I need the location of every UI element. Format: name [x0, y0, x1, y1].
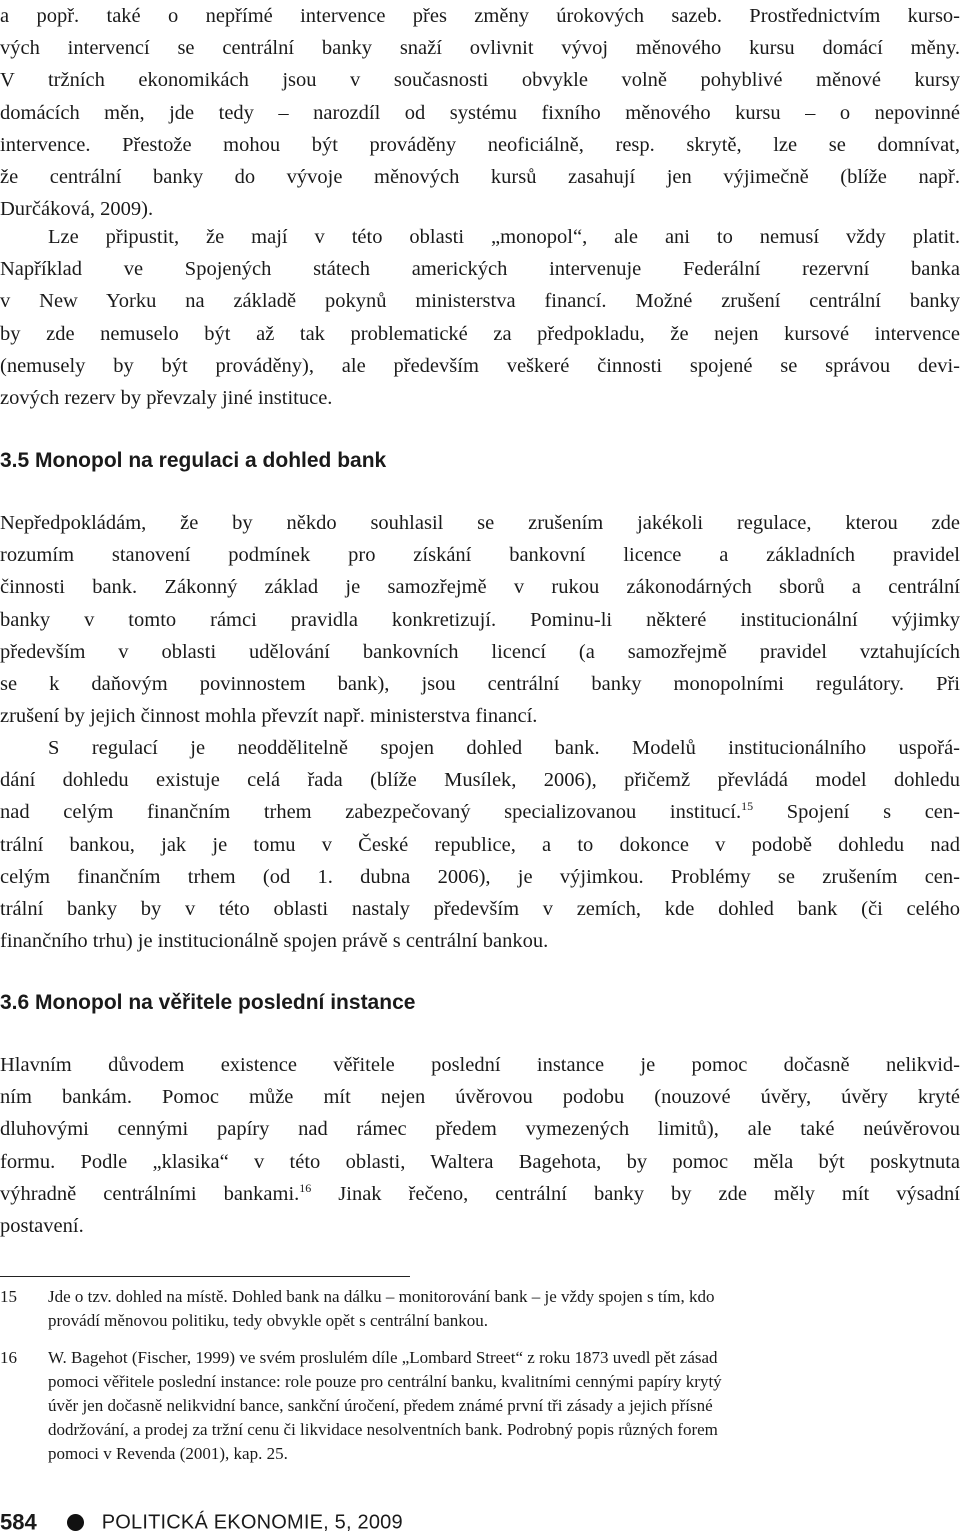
footnote-line: W. Bagehot (Fischer, 1999) ve svém proslulém díle „Lombard Street“ z roku 1873 uvedl pět zásad	[48, 1348, 718, 1367]
text-line: se k daňovým povinnostem bank), jsou centrální banky monopolními regulátory. Při	[0, 672, 960, 695]
text-line: trální banky by v této oblasti nastaly především v zemích, kde dohled bank (či celého	[0, 897, 960, 920]
page-footer	[0, 1509, 403, 1537]
text-line: domácích měn, jde tedy – narozdíl od systému fixního měnového kursu – o nepovinné	[0, 101, 960, 124]
text-line: vých intervencí se centrální banky snaží ovlivnit vývoj měnového kursu domácí měny.	[0, 37, 960, 60]
text-line: Nepředpokládám, že by někdo souhlasil se zrušením jakékoli regulace, kterou zde	[0, 512, 960, 534]
section-heading: 3.6 Monopol na věřitele poslední instance	[0, 991, 416, 1014]
body-paragraph	[0, 0, 960, 225]
text-line: (nemusely by být prováděny), ale především veškeré činnosti spojené se správou devi-	[0, 354, 960, 377]
footnote-line: pomoci věřitele poslední instance: role pouze pro centrální banku, kvalitními cennými papíry krytý	[48, 1372, 722, 1391]
text-line: banky v tomto rámci pravidla konkretizují. Pominu-li některé institucionální výjimky	[0, 608, 960, 631]
journal-name: POLITICKÁ EKONOMIE, 5, 2009	[101, 1511, 403, 1534]
footnote-line: dodržování, a prodej za tržní cenu či likvidace nesolventních bank. Podrobný popis různých forem	[48, 1420, 718, 1439]
text-line: zrušení by jejich činnost mohla převzít např. ministerstva financí.	[0, 705, 538, 728]
text-line: především v oblasti udělování bankovních licencí (a samozřejmě pravidel vztahujících	[0, 640, 960, 663]
text-segment: Jinak řečeno, centrální banky by zde měly mít výsadní	[311, 1182, 960, 1205]
text-line: Durčáková, 2009).	[0, 198, 154, 221]
body-paragraph	[0, 507, 960, 732]
text-segment: Spojení s cen-	[753, 801, 960, 824]
footnote-number: 15	[0, 1287, 17, 1306]
text-line: V tržních ekonomikách jsou v současnosti obvykle volně pohyblivé měnové kursy	[0, 69, 960, 92]
text-line: že centrální banky do vývoje měnových kursů zasahují jen výjimečně (blíže např.	[0, 165, 960, 188]
text-line: intervence. Přestože mohou být prováděny neoficiálně, resp. skrytě, lze se domnívat,	[0, 133, 960, 156]
footnote-line: provádí měnovou politiku, tedy obvykle opět s centrální bankou.	[48, 1311, 489, 1330]
bullet-dot-icon	[67, 1514, 84, 1531]
body-paragraph	[0, 732, 960, 957]
text-segment: výhradně centrálními bankami.	[0, 1182, 300, 1205]
text-segment: nad celým finančním trhem zabezpečovaný specializovanou institucí.	[0, 801, 742, 824]
text-line: Hlavním důvodem existence věřitele poslední instance je pomoc dočasně nelikvid-	[0, 1054, 960, 1076]
text-line: činnosti bank. Zákonný základ je samozřejmě v rukou zákonodárných sborů a centrální	[0, 576, 960, 599]
text-line: zových rezerv by převzaly jiné instituce.	[0, 386, 333, 409]
text-line: a popř. také o nepřímé intervence přes změny úrokových sazeb. Prostřednictvím kurso-	[0, 5, 960, 27]
text-line: v New Yorku na základě pokynů ministerstva financí. Možné zrušení centrální banky	[0, 290, 960, 313]
text-line: celým finančním trhem (od 1. dubna 2006), je výjimkou. Problémy se zrušením cen-	[0, 865, 960, 888]
text-line: formu. Podle „klasika“ v této oblasti, Waltera Bagehota, by pomoc měla být poskytnuta	[0, 1150, 960, 1173]
body-paragraph	[0, 1049, 960, 1242]
footnote-text	[48, 1285, 933, 1333]
footnote-line: Jde o tzv. dohled na místě. Dohled bank na dálku – monitorování bank – je vždy spojen s tím, kdo	[48, 1287, 715, 1306]
footnote-ref-16[interactable]: 16	[299, 1180, 312, 1195]
body-paragraph	[0, 221, 960, 414]
footnote-line: úvěr jen dočasně nelikvidní bance, sankční úročení, předem známé první tři zásady a jejich přísné	[48, 1396, 713, 1415]
text-line: ním bankám. Pomoc může mít nejen úvěrovou podobu (nouzové úvěry, úvěry kryté	[0, 1086, 960, 1109]
text-line: Například ve Spojených státech amerických intervenuje Federální rezervní banka	[0, 258, 960, 281]
footnote-number: 16	[0, 1348, 17, 1367]
section-heading: 3.5 Monopol na regulaci a dohled bank	[0, 449, 387, 472]
footnote-ref-15[interactable]: 15	[741, 799, 754, 814]
footnote-divider	[0, 1276, 410, 1277]
page-number: 584	[0, 1509, 37, 1535]
footnote-16	[0, 1346, 960, 1468]
text-line: dluhovými cennými papíry nad rámec předem vymezených limitů), ale také neúvěrovou	[0, 1118, 960, 1141]
text-line	[0, 1178, 960, 1210]
text-line: dání dohledu existuje celá řada (blíže Musílek, 2006), přičemž převládá model dohledu	[0, 769, 960, 792]
text-line: by zde nemuselo být až tak problematické za předpokladu, že nejen kursové intervence	[0, 322, 960, 345]
text-line: trální bankou, jak je tomu v České republice, a to dokonce v podobě dohledu nad	[0, 833, 960, 856]
text-line: Lze připustit, že mají v této oblasti „monopol“, ale ani to nemusí vždy platit.	[48, 226, 960, 248]
footnote-text	[48, 1346, 933, 1466]
text-line: postavení.	[0, 1214, 84, 1237]
text-line: S regulací je neoddělitelně spojen dohled bank. Modelů institucionálního uspořá-	[48, 737, 960, 759]
footnote-line: pomoci v Revenda (2001), kap. 25.	[48, 1444, 288, 1463]
text-line: rozumím stanovení podmínek pro získání bankovní licence a základních pravidel	[0, 544, 960, 567]
text-line: finančního trhu) je institucionálně spojen právě s centrální bankou.	[0, 930, 549, 953]
footnote-15	[0, 1285, 960, 1335]
text-line	[0, 796, 960, 828]
